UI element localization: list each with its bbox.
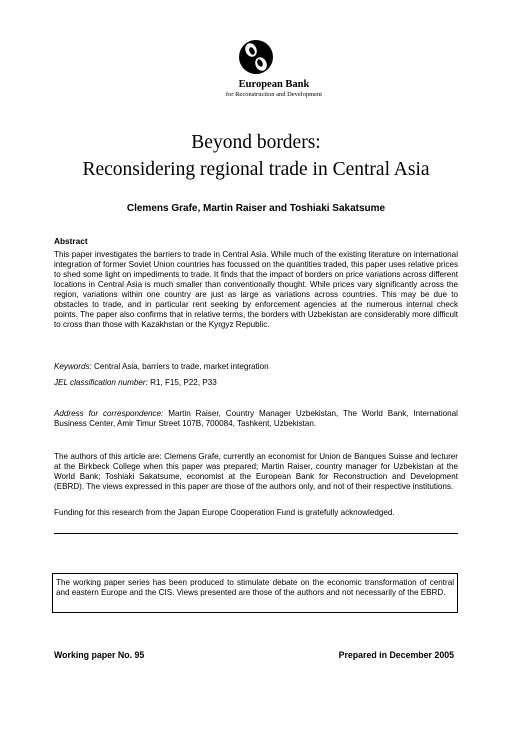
bank-subtitle: for Reconstruction and Development	[225, 91, 323, 98]
correspondence-address	[54, 409, 458, 429]
abstract-heading: Abstract	[54, 236, 88, 246]
jel-value: R1, F15, P22, P33	[147, 378, 217, 387]
authors-note: The authors of this article are: Clemens Grafe, currently an economist for Union de Banques Suisse and lecturer at the Birkbeck College when this paper was prepared; Martin Raiser, country manager for Uzbekistan at the World Bank; Toshiaki Sakatsume, economist at the European Bank for Reconstruction and Development (EBRD). The views expressed in this paper are those of the authors only, and not of their respective institutions.	[54, 452, 458, 491]
address-label: Address for correspondence:	[54, 409, 164, 418]
jel-line	[54, 378, 458, 388]
abstract-body: This paper investigates the barriers to trade in Central Asia. While much of the existing literature on international integration of former Soviet Union countries has focussed on the quantities traded, this paper uses relative prices to shed some light on impediments to trade. It finds that the impact of borders on price variations across different locations in Central Asia is much smaller than conventionally thought. While prices vary significantly across the region, variations within one country are just as large as variations across countries. This may be due to obstacles to trade, and in particular rent seeking by enforcement agencies at the numerous internal check points. The paper also confirms that in relative terms, the borders with Uzbekistan are considerably more difficult to cross than those with Kazakhstan or the Kyrgyz Republic.	[54, 250, 459, 329]
address-value: Martin Raiser, Country Manager Uzbekistan, The World Bank, International Business Center, Amir Timur Street 107B, 700084, Tashkent, Uzbekistan.	[54, 409, 458, 428]
bank-name: European Bank	[238, 79, 310, 90]
keywords-line	[54, 362, 458, 372]
keywords-value: Central Asia, barriers to trade, market integration	[91, 362, 269, 371]
jel-label: JEL classification number:	[54, 378, 148, 387]
ebrd-logo	[0, 38, 512, 99]
funding-note: Funding for this research from the Japan Europe Cooperation Fund is gratefully acknowledged.	[54, 508, 395, 517]
paper-authors: Clemens Grafe, Martin Raiser and Toshiaki Sakatsume	[126, 203, 386, 214]
paper-title-line1: Beyond borders:	[191, 132, 321, 153]
paper-title-line2: Reconsidering regional trade in Central Asia	[82, 159, 430, 180]
keywords-label: Keywords:	[54, 362, 92, 371]
prepared-date: Prepared in December 2005	[338, 650, 454, 660]
working-paper-number: Working paper No. 95	[54, 650, 145, 660]
series-notice-box: The working paper series has been produced to stimulate debate on the economic transformation of central and eastern Europe and the CIS. Views presented are those of the authors and not necessarily of the EBRD.	[52, 573, 458, 613]
ebrd-logo-icon	[237, 38, 275, 76]
section-divider	[54, 533, 458, 534]
